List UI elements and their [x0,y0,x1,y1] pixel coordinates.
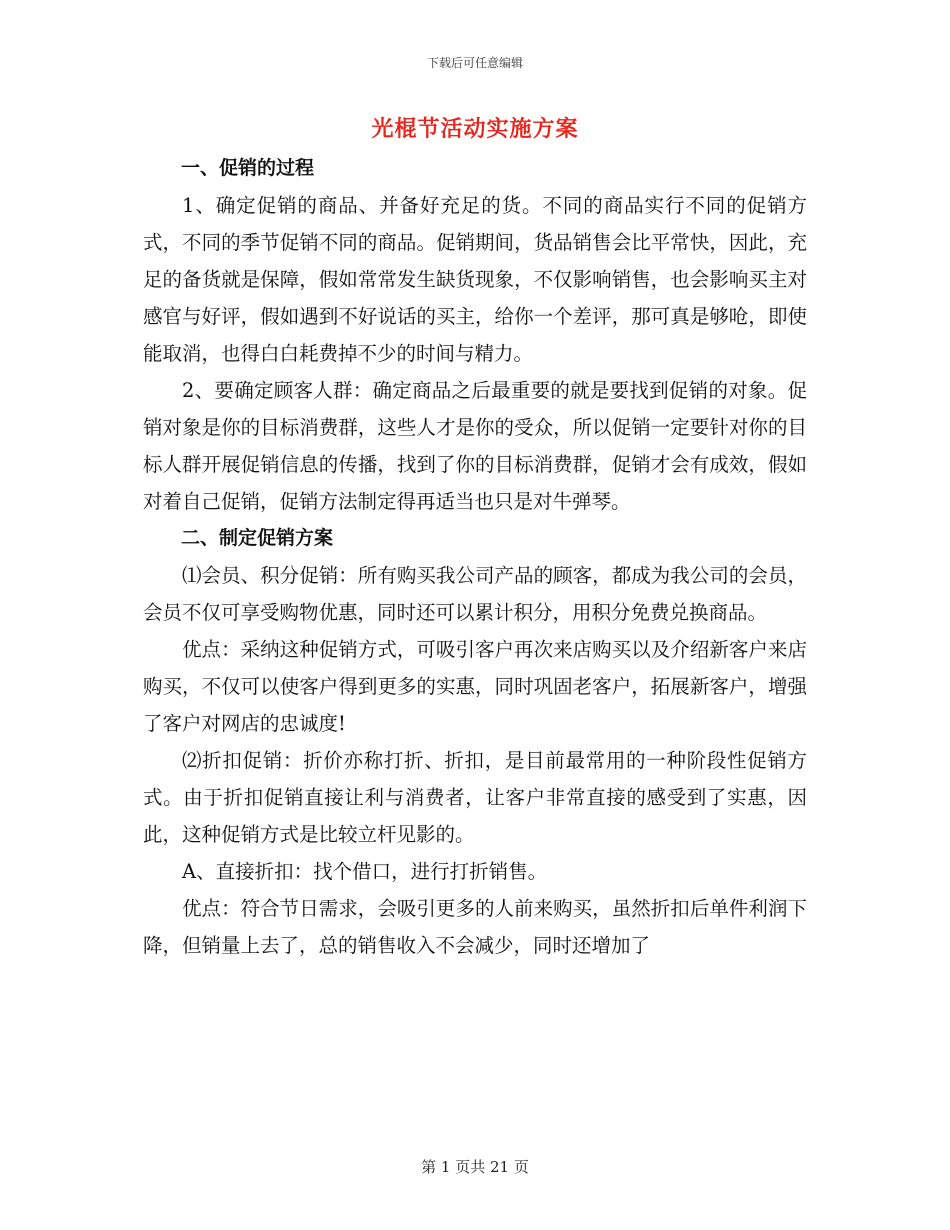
page-footer: 第 1 页共 21 页 [421,1158,529,1176]
section-heading-2: 二、制定促销方案 [181,527,334,549]
document-body [143,150,807,964]
paragraph-6: A、直接折扣：找个借口，进行打折销售。 [182,860,548,883]
paragraph-7: 优点：符合节日需求，会吸引更多的人前来购买，虽然折扣后单件利润下降，但销量上去了，总的销售收入不会减少，同时还增加了 [143,897,807,957]
paragraph-2: 2、要确定顾客人群：确定商品之后最重要的就是要找到促销的对象。促销对象是你的目标消费群，这些人才是你的受众，所以促销一定要针对你的目标人群开展促销信息的传播，找到了你的目标消费群，促销才会有成效，假如对着自己促销，促销方法制定得再适当也只是对牛弹琴。 [143,379,807,513]
document-title: 光棍节活动实施方案 [371,116,579,142]
paragraph-3: ⑴会员、积分促销：所有购买我公司产品的顾客，都成为我公司的会员，会员不仅可享受购物优惠，同时还可以累计积分，用积分免费兑换商品。 [143,564,807,624]
paragraph-4: 优点：采纳这种促销方式，可吸引客户再次来店购买以及介绍新客户来店购买，不仅可以使客户得到更多的实惠，同时巩固老客户，拓展新客户，增强了客户对网店的忠诚度! [143,638,807,735]
paragraph-5: ⑵折扣促销：折价亦称打折、折扣，是目前最常用的一种阶段性促销方式。由于折扣促销直接让利与消费者，让客户非常直接的感受到了实惠，因此，这种促销方式是比较立杆见影的。 [143,749,807,846]
paragraph-1: 1、确定促销的商品、并备好充足的货。不同的商品实行不同的促销方式，不同的季节促销不同的商品。促销期间，货品销售会比平常快，因此，充足的备货就是保障，假如常常发生缺货现象，不仅影响销售，也会影响买主对感官与好评，假如遇到不好说话的买主，给你一个差评，那可真是够呛，即使能取消，也得白白耗费掉不少的时间与精力。 [143,194,807,365]
header-note: 下载后可任意编辑 [426,56,523,70]
section-heading-1: 一、促销的过程 [181,157,315,179]
